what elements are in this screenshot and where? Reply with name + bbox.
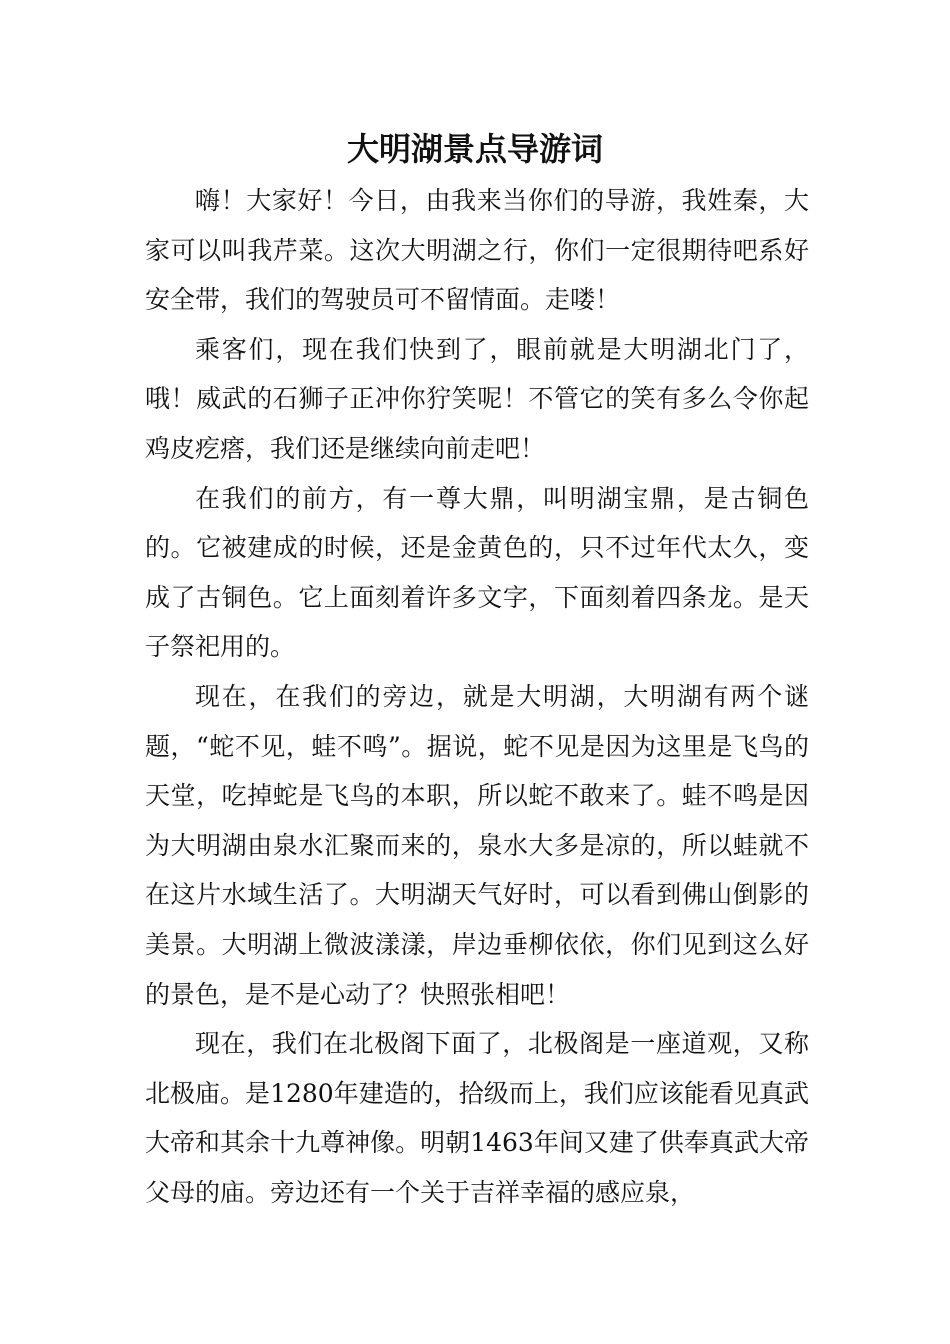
paragraph-lake-mysteries: 现在，在我们的旁边，就是大明湖，大明湖有两个谜题，“蛇不见，蛙不鸣”。据说，蛇不见是因为这里是飞鸟的天堂，吃掉蛇是飞鸟的本职，所以蛇不敢来了。蛙不鸣是因为大明湖由泉水汇聚而来的，泉水大多是凉的，所以蛙就不在这片水域生活了。大明湖天气好时，可以看到佛山倒影的美景。大明湖上微波漾漾，岸边垂柳依依，你们见到这么好的景色，是不是心动了？快照张相吧！ [145,681,809,1009]
paragraph-beiji-pavilion: 现在，我们在北极阁下面了，北极阁是一座道观，又称北极庙。是1280年建造的，拾级而上，我们应该能看见真武大帝和其余十九尊神像。明朝1463年间又建了供奉真武大帝父母的庙。旁边还有一个关于吉祥幸福的感应泉， [145,1029,809,1207]
paragraph-north-gate: 乘客们，现在我们快到了，眼前就是大明湖北门了，哦！威武的石狮子正冲你狞笑呢！不管它的笑有多么令你起鸡皮疙瘩，我们还是继续向前走吧！ [145,334,809,463]
document-body [145,176,809,1217]
paragraph-tripod: 在我们的前方，有一尊大鼎，叫明湖宝鼎，是古铜色的。它被建成的时候，还是金黄色的，只不过年代太久，变成了古铜色。它上面刻着许多文字，下面刻着四条龙。是天子祭祀用的。 [145,483,809,662]
document-title: 大明湖景点导游词 [346,130,603,168]
paragraph-greeting: 嗨！大家好！今日，由我来当你们的导游，我姓秦，大家可以叫我芹菜。这次大明湖之行，你们一定很期待吧系好安全带，我们的驾驶员可不留情面。走喽！ [145,186,809,315]
